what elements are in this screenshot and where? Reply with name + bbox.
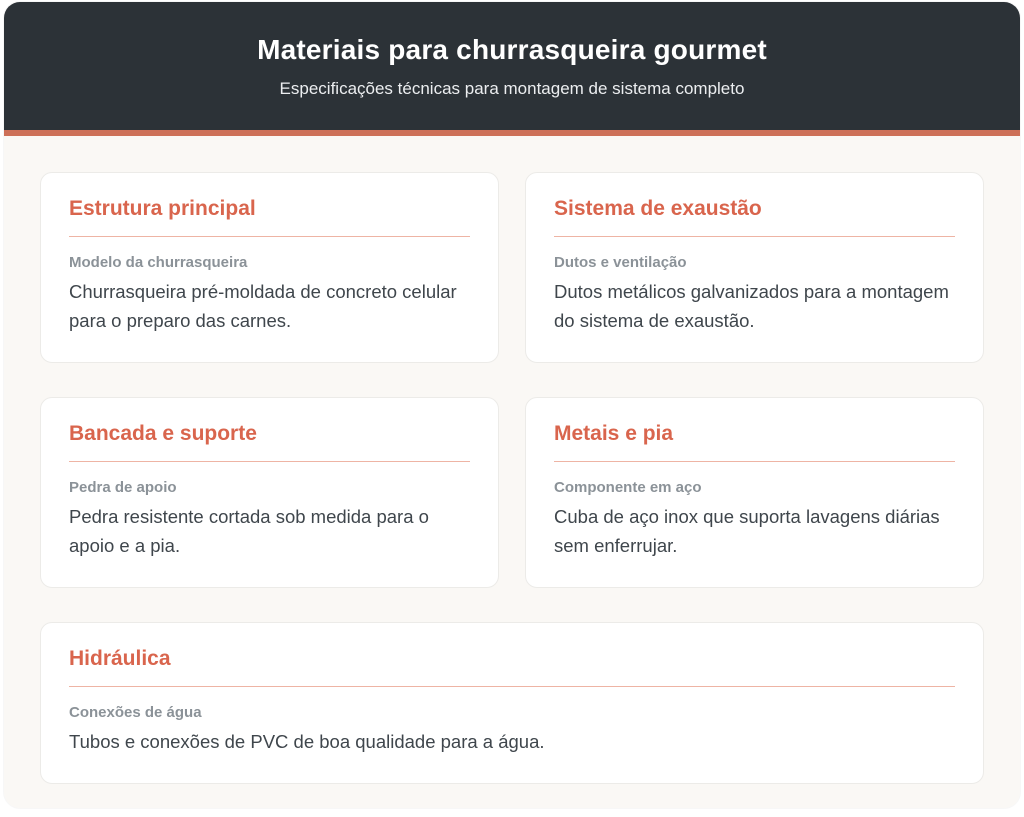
card-title: Bancada e suporte [69,421,257,445]
card-description: Pedra resistente cortada sob medida para o apoio e a pia. [69,506,429,557]
spec-card [525,172,984,363]
spec-card [40,397,499,588]
card-divider [554,461,955,462]
card-title: Metais e pia [554,421,674,445]
page-subtitle: Especificações técnicas para montagem de sistema completo [279,79,745,98]
card-description: Dutos metálicos galvanizados para a montagem do sistema de exaustão. [554,281,949,332]
spec-card [40,622,984,784]
card-divider [69,461,470,462]
card-divider [554,236,955,237]
card-title: Sistema de exaustão [554,197,762,220]
card-title: Estrutura principal [69,197,256,220]
card-description: Cuba de aço inox que suporta lavagens diárias sem enferrujar. [554,506,940,557]
spec-card [525,397,984,588]
spec-card [40,172,499,363]
card-label: Conexões de água [69,704,202,722]
card-description: Tubos e conexões de PVC de boa qualidade para a água. [69,731,545,753]
card-label: Componente em aço [554,479,702,497]
cards-grid [4,136,1020,808]
spec-sheet-container [4,2,1020,808]
card-divider [69,236,470,237]
card-title: Hidráulica [69,646,171,670]
card-divider [69,686,955,687]
card-label: Pedra de apoio [69,479,177,497]
card-label: Dutos e ventilação [554,254,687,272]
page-title: Materiais para churrasqueira gourmet [257,34,767,65]
card-label: Modelo da churrasqueira [69,254,248,272]
card-description: Churrasqueira pré-moldada de concreto celular para o preparo das carnes. [69,281,457,332]
page-header [4,2,1020,136]
